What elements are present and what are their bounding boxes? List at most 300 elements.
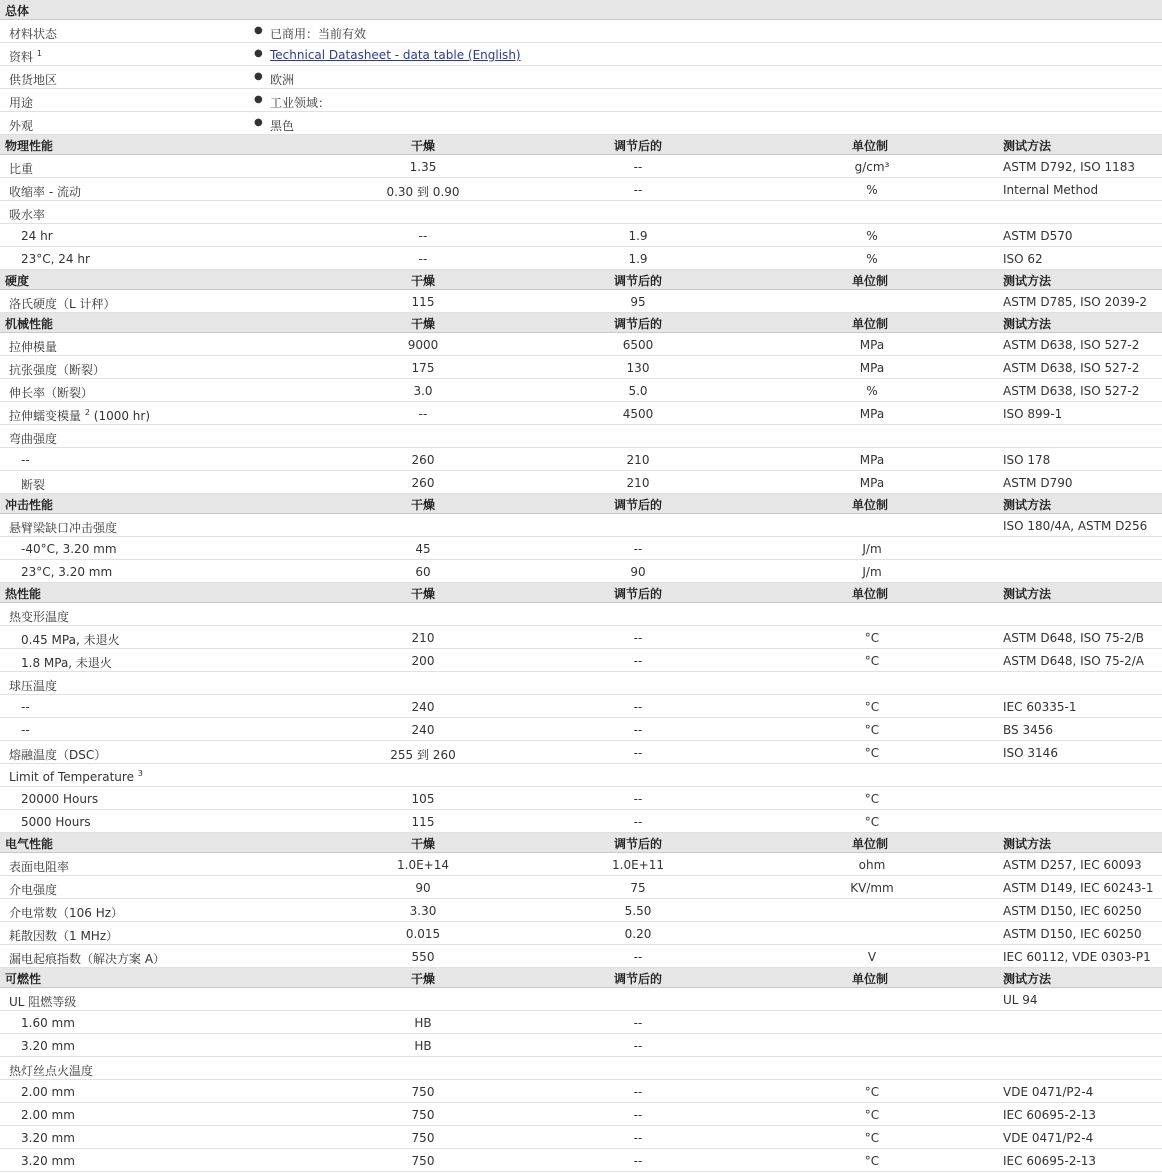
conditioned-value: 210 [626, 476, 650, 490]
dry-value: HB [414, 1016, 432, 1030]
conditioned-value: 1.0E+11 [612, 858, 664, 872]
column-header-unit: 单位制 [851, 972, 889, 986]
test-method: VDE 0471/P2-4 [1003, 1085, 1094, 1099]
property-label [9, 1062, 93, 1079]
property-label-text: 洛氏硬度（L 计秤） [9, 297, 116, 311]
property-label-text: 熔融温度（DSC） [9, 748, 107, 762]
section-header [0, 270, 1162, 290]
dry-value: 260 [411, 476, 435, 490]
column-header-conditioned: 调节后的 [613, 139, 663, 153]
test-method: IEC 60695-2-13 [1003, 1108, 1097, 1122]
section-title: 总体 [5, 4, 30, 18]
property-label [21, 1108, 75, 1122]
conditioned-value: -- [633, 723, 643, 737]
column-header-method: 测试方法 [1003, 317, 1052, 331]
conditioned-value: 6500 [622, 338, 654, 352]
column-header-method: 测试方法 [1003, 274, 1052, 288]
general-label [9, 94, 33, 111]
property-row [0, 741, 1162, 764]
property-label [9, 183, 81, 200]
unit-value: % [866, 229, 878, 243]
property-label-text: Limit of Temperature [9, 770, 134, 784]
property-label-text: 3.20 mm [21, 1154, 75, 1168]
property-row [0, 471, 1162, 494]
property-label-text: 拉伸蠕变模量 [9, 409, 82, 423]
unit-value: °C [864, 1085, 880, 1099]
dry-value: -- [418, 252, 428, 266]
column-header-conditioned: 调节后的 [613, 317, 663, 331]
section-title: 可燃性 [5, 972, 42, 986]
test-method: ISO 899-1 [1003, 407, 1063, 421]
property-label-text: UL 阻燃等级 [9, 995, 77, 1009]
property-row [0, 514, 1162, 537]
conditioned-value: -- [633, 1039, 643, 1053]
dry-value: 45 [415, 542, 431, 556]
dry-value: 115 [411, 295, 435, 309]
column-header-method: 测试方法 [1003, 972, 1052, 986]
property-label-text: 热变形温度 [9, 610, 70, 624]
conditioned-value: 5.50 [624, 904, 652, 918]
conditioned-value: -- [633, 183, 643, 197]
column-header-dry: 干燥 [410, 587, 436, 601]
column-header-unit: 单位制 [851, 139, 889, 153]
conditioned-value: -- [633, 700, 643, 714]
dry-value: 60 [415, 565, 431, 579]
property-row [0, 356, 1162, 379]
section-title: 冲击性能 [5, 498, 54, 512]
conditioned-value: 1.9 [628, 229, 648, 243]
column-header-conditioned: 调节后的 [613, 498, 663, 512]
unit-value: °C [864, 1154, 880, 1168]
unit-value: °C [864, 631, 880, 645]
property-label [9, 361, 105, 378]
conditioned-value: -- [633, 542, 643, 556]
conditioned-value: 5.0 [628, 384, 648, 398]
property-label [21, 252, 90, 266]
test-method: ASTM D257, IEC 60093 [1003, 858, 1142, 872]
property-label [21, 1131, 75, 1145]
unit-value: % [866, 252, 878, 266]
general-section-body [0, 20, 1162, 135]
general-label-text: 用途 [9, 96, 34, 110]
section-title: 电气性能 [5, 837, 54, 851]
property-label-text: 5000 Hours [21, 815, 91, 829]
property-label-suffix: (1000 hr) [93, 409, 151, 423]
property-label [9, 746, 106, 763]
property-label-text: 悬臂梁缺口冲击强度 [9, 521, 118, 535]
general-label-text: 材料状态 [9, 27, 58, 41]
property-row [0, 1034, 1162, 1057]
test-method: ASTM D150, IEC 60250 [1003, 927, 1142, 941]
property-label [21, 700, 30, 714]
unit-value: °C [864, 700, 880, 714]
dry-value: 1.35 [409, 160, 437, 174]
property-label [9, 338, 57, 355]
section-title: 机械性能 [5, 317, 54, 331]
unit-value: MPa [859, 476, 885, 490]
test-method: ASTM D638, ISO 527-2 [1003, 384, 1140, 398]
property-label-text: 球压温度 [9, 679, 58, 693]
property-row [0, 899, 1162, 922]
column-header-unit: 单位制 [851, 837, 889, 851]
general-label [9, 48, 42, 65]
property-label-text: 弯曲强度 [9, 432, 58, 446]
property-label-text: 23°C, 24 hr [21, 252, 90, 266]
test-method: ASTM D638, ISO 527-2 [1003, 361, 1140, 375]
property-row [0, 333, 1162, 356]
property-row [0, 1103, 1162, 1126]
unit-value: °C [864, 723, 880, 737]
column-header-method: 测试方法 [1003, 837, 1052, 851]
section-title: 热性能 [5, 587, 42, 601]
general-value: 欧洲 [270, 73, 295, 87]
column-header-dry: 干燥 [410, 972, 436, 986]
unit-value: °C [864, 792, 880, 806]
unit-value: °C [864, 654, 880, 668]
section-title: 硬度 [5, 274, 30, 288]
conditioned-value: -- [633, 1108, 643, 1122]
property-row [0, 247, 1162, 270]
property-label [21, 229, 53, 243]
test-method: ASTM D648, ISO 75-2/A [1003, 654, 1144, 668]
property-label [9, 769, 143, 784]
test-method: IEC 60335-1 [1003, 700, 1077, 714]
footnote-marker: 3 [137, 769, 143, 778]
property-label-text: 表面电阻率 [9, 860, 70, 874]
general-label-text: 资料 [9, 50, 34, 64]
dry-value: 3.0 [413, 384, 433, 398]
conditioned-value: 90 [630, 565, 646, 579]
property-label [21, 1039, 75, 1053]
column-header-unit: 单位制 [851, 498, 889, 512]
unit-value: ohm [858, 858, 886, 872]
general-row [0, 66, 1162, 89]
dry-value: 750 [411, 1085, 435, 1099]
property-row [0, 425, 1162, 448]
unit-value: g/cm³ [854, 160, 890, 174]
property-label [9, 295, 116, 312]
general-value: 已商用：当前有效 [270, 27, 367, 41]
property-label [21, 542, 117, 556]
unit-value: J/m [862, 565, 882, 579]
conditioned-value: -- [633, 631, 643, 645]
general-value: 工业领域： [270, 96, 331, 110]
property-label [9, 677, 57, 694]
test-method: ASTM D785, ISO 2039-2 [1003, 295, 1148, 309]
column-header-conditioned: 调节后的 [613, 837, 663, 851]
section-header-general [0, 0, 1162, 20]
column-header-dry: 干燥 [410, 317, 436, 331]
column-header-dry: 干燥 [410, 274, 436, 288]
unit-value: % [866, 384, 878, 398]
property-row [0, 201, 1162, 224]
dry-value: 550 [411, 950, 435, 964]
dry-value: 105 [411, 792, 435, 806]
column-header-dry: 干燥 [410, 498, 436, 512]
property-row [0, 448, 1162, 471]
unit-value: MPa [859, 407, 885, 421]
property-label [9, 950, 165, 967]
unit-value: MPa [859, 338, 885, 352]
column-header-method: 测试方法 [1003, 498, 1052, 512]
property-row [0, 402, 1162, 425]
test-method: ISO 62 [1003, 252, 1043, 266]
property-row [0, 876, 1162, 899]
bullet-icon: ● [254, 117, 263, 128]
property-row [0, 1080, 1162, 1103]
dry-value: 90 [415, 881, 431, 895]
general-row [0, 112, 1162, 135]
general-label [9, 117, 33, 134]
column-header-conditioned: 调节后的 [613, 274, 663, 288]
property-label-text: 3.20 mm [21, 1131, 75, 1145]
property-label-text: 0.45 MPa, 未退火 [21, 633, 120, 647]
column-header-conditioned: 调节后的 [613, 972, 663, 986]
section-header [0, 494, 1162, 514]
column-header-dry: 干燥 [410, 139, 436, 153]
dry-value: 240 [411, 700, 435, 714]
property-row [0, 379, 1162, 402]
dry-value: 0.015 [405, 927, 441, 941]
dry-value: 750 [411, 1108, 435, 1122]
property-label [21, 453, 30, 467]
dry-value: 9000 [407, 338, 439, 352]
property-label-text: -- [21, 453, 30, 467]
property-row [0, 537, 1162, 560]
unit-value: J/m [862, 542, 882, 556]
property-label [21, 815, 91, 829]
property-row [0, 560, 1162, 583]
test-method: ASTM D149, IEC 60243-1 [1003, 881, 1154, 895]
conditioned-value: 210 [626, 453, 650, 467]
test-method: ASTM D648, ISO 75-2/B [1003, 631, 1145, 645]
conditioned-value: -- [633, 792, 643, 806]
test-method: ASTM D150, IEC 60250 [1003, 904, 1142, 918]
property-label-text: 23°C, 3.20 mm [21, 565, 113, 579]
dry-value: -- [418, 229, 428, 243]
property-label-text: 抗张强度（断裂） [9, 363, 106, 377]
conditioned-value: -- [633, 1016, 643, 1030]
conditioned-value: 130 [626, 361, 650, 375]
general-label [9, 25, 57, 42]
property-label-text: 20000 Hours [21, 792, 99, 806]
column-header-dry: 干燥 [410, 837, 436, 851]
property-row [0, 922, 1162, 945]
section-header [0, 313, 1162, 333]
datasheet-link[interactable]: Technical Datasheet - data table (English) [270, 48, 521, 62]
dry-value: 210 [411, 631, 435, 645]
section-title: 物理性能 [5, 139, 54, 153]
section-header [0, 583, 1162, 603]
test-method: ASTM D638, ISO 527-2 [1003, 338, 1140, 352]
dry-value: 0.30 到 0.90 [386, 185, 460, 199]
column-header-method: 测试方法 [1003, 587, 1052, 601]
section-header [0, 833, 1162, 853]
conditioned-value: 1.9 [628, 252, 648, 266]
dry-value: 1.0E+14 [397, 858, 449, 872]
unit-value: V [867, 950, 877, 964]
conditioned-value: -- [633, 654, 643, 668]
test-method: IEC 60695-2-13 [1003, 1154, 1097, 1168]
property-label [21, 654, 112, 671]
test-method: ASTM D790 [1003, 476, 1073, 490]
property-row [0, 810, 1162, 833]
property-label-text: 比重 [9, 162, 34, 176]
test-method: BS 3456 [1003, 723, 1053, 737]
property-row [0, 649, 1162, 672]
conditioned-value: -- [633, 815, 643, 829]
property-label-text: 24 hr [21, 229, 53, 243]
bullet-icon: ● [254, 94, 263, 105]
conditioned-value: 75 [630, 881, 646, 895]
general-row [0, 89, 1162, 112]
conditioned-value: -- [633, 950, 643, 964]
property-label-text: 1.8 MPa, 未退火 [21, 656, 112, 670]
property-label-text: 漏电起痕指数（解决方案 A） [9, 952, 166, 966]
test-method: ASTM D570 [1003, 229, 1073, 243]
property-row [0, 155, 1162, 178]
conditioned-value: -- [633, 746, 643, 760]
property-row [0, 224, 1162, 247]
test-method: ISO 3146 [1003, 746, 1058, 760]
property-label-text: 2.00 mm [21, 1108, 75, 1122]
property-row [0, 853, 1162, 876]
property-label-text: 断裂 [21, 478, 46, 492]
property-label-text: 伸长率（断裂） [9, 386, 94, 400]
general-value: 黑色 [270, 119, 295, 133]
property-label [9, 407, 150, 424]
property-label [9, 881, 57, 898]
property-row [0, 1126, 1162, 1149]
property-row [0, 672, 1162, 695]
conditioned-value: -- [633, 160, 643, 174]
property-label [21, 1016, 75, 1030]
conditioned-value: 0.20 [624, 927, 652, 941]
property-label-text: 2.00 mm [21, 1085, 75, 1099]
general-label-text: 外观 [9, 119, 34, 133]
property-sections [0, 135, 1162, 1172]
property-label [21, 1154, 75, 1168]
unit-value: °C [864, 746, 880, 760]
bullet-icon: ● [254, 25, 263, 36]
property-row [0, 988, 1162, 1011]
conditioned-value: 95 [630, 295, 646, 309]
property-label-text: 拉伸模量 [9, 340, 58, 354]
property-label [9, 927, 118, 944]
property-label [21, 476, 45, 493]
dry-value: 260 [411, 453, 435, 467]
property-label-text: 1.60 mm [21, 1016, 75, 1030]
property-label [9, 519, 117, 536]
footnote-marker: 2 [84, 408, 90, 417]
property-label-text: -- [21, 700, 30, 714]
property-row [0, 603, 1162, 626]
general-label [9, 71, 57, 88]
dry-value: 115 [411, 815, 435, 829]
property-row [0, 1057, 1162, 1080]
property-label-text: 介电常数（106 Hz） [9, 906, 124, 920]
column-header-unit: 单位制 [851, 317, 889, 331]
property-label-text: 收缩率 - 流动 [9, 185, 81, 199]
dry-value: HB [414, 1039, 432, 1053]
dry-value: -- [418, 407, 428, 421]
general-row [0, 20, 1162, 43]
property-label [9, 384, 93, 401]
property-row [0, 178, 1162, 201]
property-label-text: 耗散因数（1 MHz） [9, 929, 119, 943]
property-label [21, 723, 30, 737]
dry-value: 255 到 260 [390, 748, 456, 762]
property-label [9, 430, 57, 447]
column-header-unit: 单位制 [851, 274, 889, 288]
property-label [9, 160, 33, 177]
section-header [0, 135, 1162, 155]
test-method: Internal Method [1003, 183, 1099, 197]
property-label [21, 1085, 75, 1099]
footnote-marker: 1 [36, 49, 42, 58]
test-method: ASTM D792, ISO 1183 [1003, 160, 1136, 174]
general-label-text: 供货地区 [9, 73, 58, 87]
unit-value: KV/mm [850, 881, 894, 895]
property-row [0, 945, 1162, 968]
dry-value: 750 [411, 1154, 435, 1168]
property-label [21, 565, 112, 579]
property-label [9, 858, 69, 875]
column-header-conditioned: 调节后的 [613, 587, 663, 601]
test-method: UL 94 [1003, 993, 1038, 1007]
dry-value: 175 [411, 361, 435, 375]
dry-value: 750 [411, 1131, 435, 1145]
unit-value: MPa [859, 453, 885, 467]
property-label [9, 904, 123, 921]
property-row [0, 718, 1162, 741]
dry-value: 200 [411, 654, 435, 668]
general-row [0, 43, 1162, 66]
property-label-text: -- [21, 723, 30, 737]
property-row [0, 695, 1162, 718]
property-row [0, 764, 1162, 787]
test-method: ISO 180/4A, ASTM D256 [1003, 519, 1148, 533]
property-label [21, 792, 98, 806]
bullet-icon: ● [254, 48, 263, 59]
test-method: VDE 0471/P2-4 [1003, 1131, 1094, 1145]
conditioned-value: -- [633, 1154, 643, 1168]
property-row [0, 1011, 1162, 1034]
property-row [0, 1149, 1162, 1172]
property-label [9, 993, 76, 1010]
column-header-method: 测试方法 [1003, 139, 1052, 153]
bullet-icon: ● [254, 71, 263, 82]
property-label [21, 631, 120, 648]
test-method: ISO 178 [1003, 453, 1051, 467]
property-label-text: 3.20 mm [21, 1039, 75, 1053]
unit-value: °C [864, 815, 880, 829]
conditioned-value: 4500 [622, 407, 654, 421]
property-label-text: -40°C, 3.20 mm [21, 542, 117, 556]
property-row [0, 626, 1162, 649]
property-label-text: 介电强度 [9, 883, 58, 897]
property-label-text: 吸水率 [9, 208, 46, 222]
dry-value: 240 [411, 723, 435, 737]
property-row [0, 787, 1162, 810]
unit-value: °C [864, 1108, 880, 1122]
property-label [9, 608, 69, 625]
conditioned-value: -- [633, 1085, 643, 1099]
unit-value: °C [864, 1131, 880, 1145]
conditioned-value: -- [633, 1131, 643, 1145]
column-header-unit: 单位制 [851, 587, 889, 601]
property-label [9, 206, 45, 223]
